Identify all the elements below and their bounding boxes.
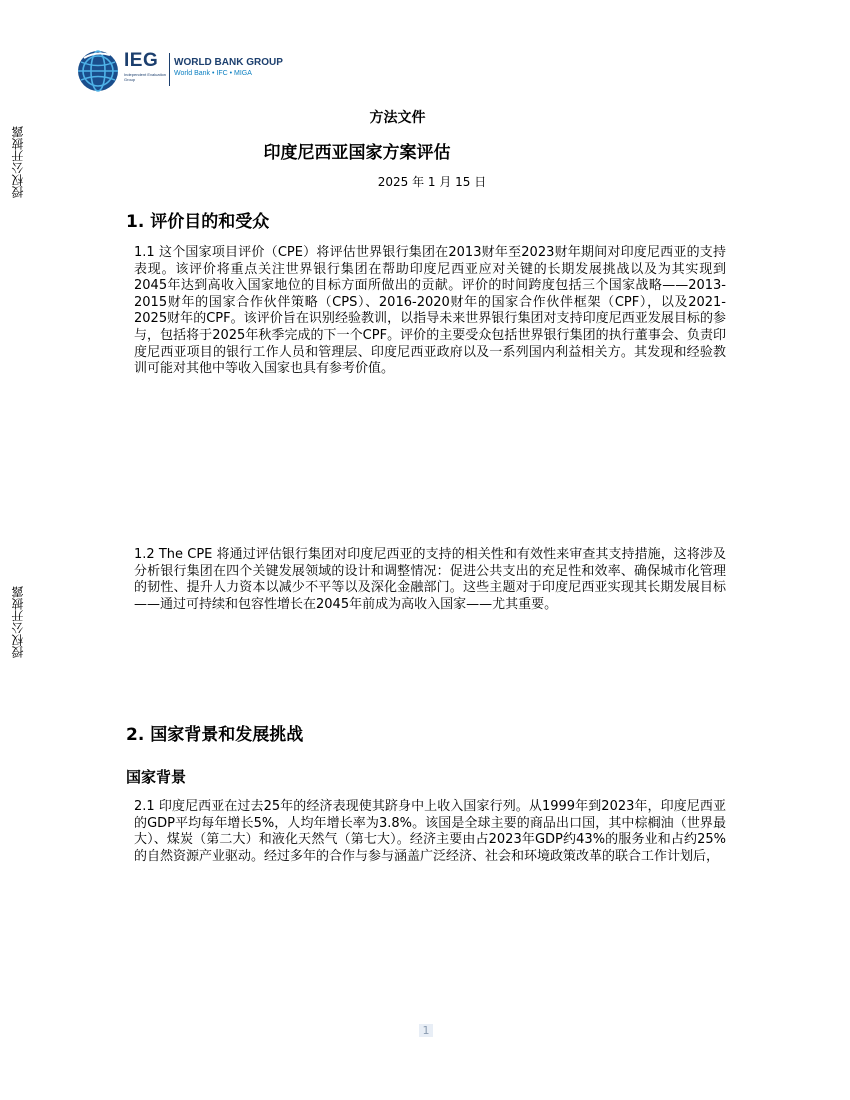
disclosure-label-top: 授权公开披露 bbox=[11, 126, 25, 198]
document-title: 印度尼西亚国家方案评估 bbox=[263, 143, 451, 163]
paragraph-1-2: 1.2 The CPE 将通过评估银行集团对印度尼西亚的支持的相关性和有效性来审查其支持措施，这将涉及分析银行集团在四个关键发展领域的设计和调整情况：促进公共支出的充足性和效率、确保城市化管理的韧性、提升人力资本以减少不平等以及深化金融部门。这些主题对于印度尼西亚实现其长期发展目标——通过可持续和包容性增长在2045年前成为高收入国家——尤其重要。 bbox=[134, 547, 726, 612]
paragraph-1-1: 1.1 这个国家项目评价（CPE）将评估世界银行集团在2013财年至2023财年期间对印度尼西亚的支持表现。该评价将重点关注世界银行集团在帮助印度尼西亚应对关键的长期发展挑战以及为其实现到2045年达到高收入国家地位的目标方面所做出的贡献。评价的时间跨度包括三个国家战略——2013-2015财年的国家合作伙伴策略（CPS）、2016-2020财年的国家合作伙伴框架（CPF），以及2021-2025财年的CPF。该评价旨在识别经验教训，以指导未来世界银行集团对支持印度尼西亚发展目标的参与，包括将于2025年秋季完成的下一个CPF。评价的主要受众包括世界银行集团的执行董事会、负责印度尼西亚项目的银行工作人员和管理层、印度尼西亚政府以及一系列国内利益相关方。其发现和经验教训可能对其他中等收入国家也具有参考价值。 bbox=[134, 245, 726, 377]
disclosure-label-middle: 授权公开披露 bbox=[11, 586, 25, 658]
logo-wbg-text: WORLD BANK GROUP bbox=[174, 57, 283, 68]
page-number: 1 bbox=[419, 1024, 433, 1037]
subsection-country-background: 国家背景 bbox=[126, 768, 187, 786]
document-type: 方法文件 bbox=[369, 110, 426, 126]
document-date: 2025 年 1 月 15 日 bbox=[377, 175, 487, 189]
logo-wbg-subtext: World Bank • IFC • MIGA bbox=[174, 70, 252, 77]
paragraph-2-1: 2.1 印度尼西亚在过去25年的经济表现使其跻身中上收入国家行列。从1999年到2023年，印度尼西亚的GDP平均每年增长5%，人均年增长率为3.8%。该国是全球主要的商品出口国，其中棕榈油（世界最大）、煤炭（第二大）和液化天然气（第七大）。经济主要由占2023年GDP约43%的服务业和占约25%的自然资源产业驱动。经过多年的合作与参与涵盖广泛经济、社会和环境政策改革的联合工作计划后， bbox=[134, 799, 726, 864]
logo-divider bbox=[169, 53, 170, 86]
logo-ieg-subtext: Independent Evaluation Group bbox=[124, 72, 167, 82]
globe-icon bbox=[76, 49, 120, 93]
ieg-wbg-logo bbox=[76, 49, 296, 93]
section-1-heading: 1. 评价目的和受众 bbox=[126, 212, 270, 232]
logo-ieg-text: IEG bbox=[124, 50, 159, 71]
section-2-heading: 2. 国家背景和发展挑战 bbox=[126, 725, 304, 745]
